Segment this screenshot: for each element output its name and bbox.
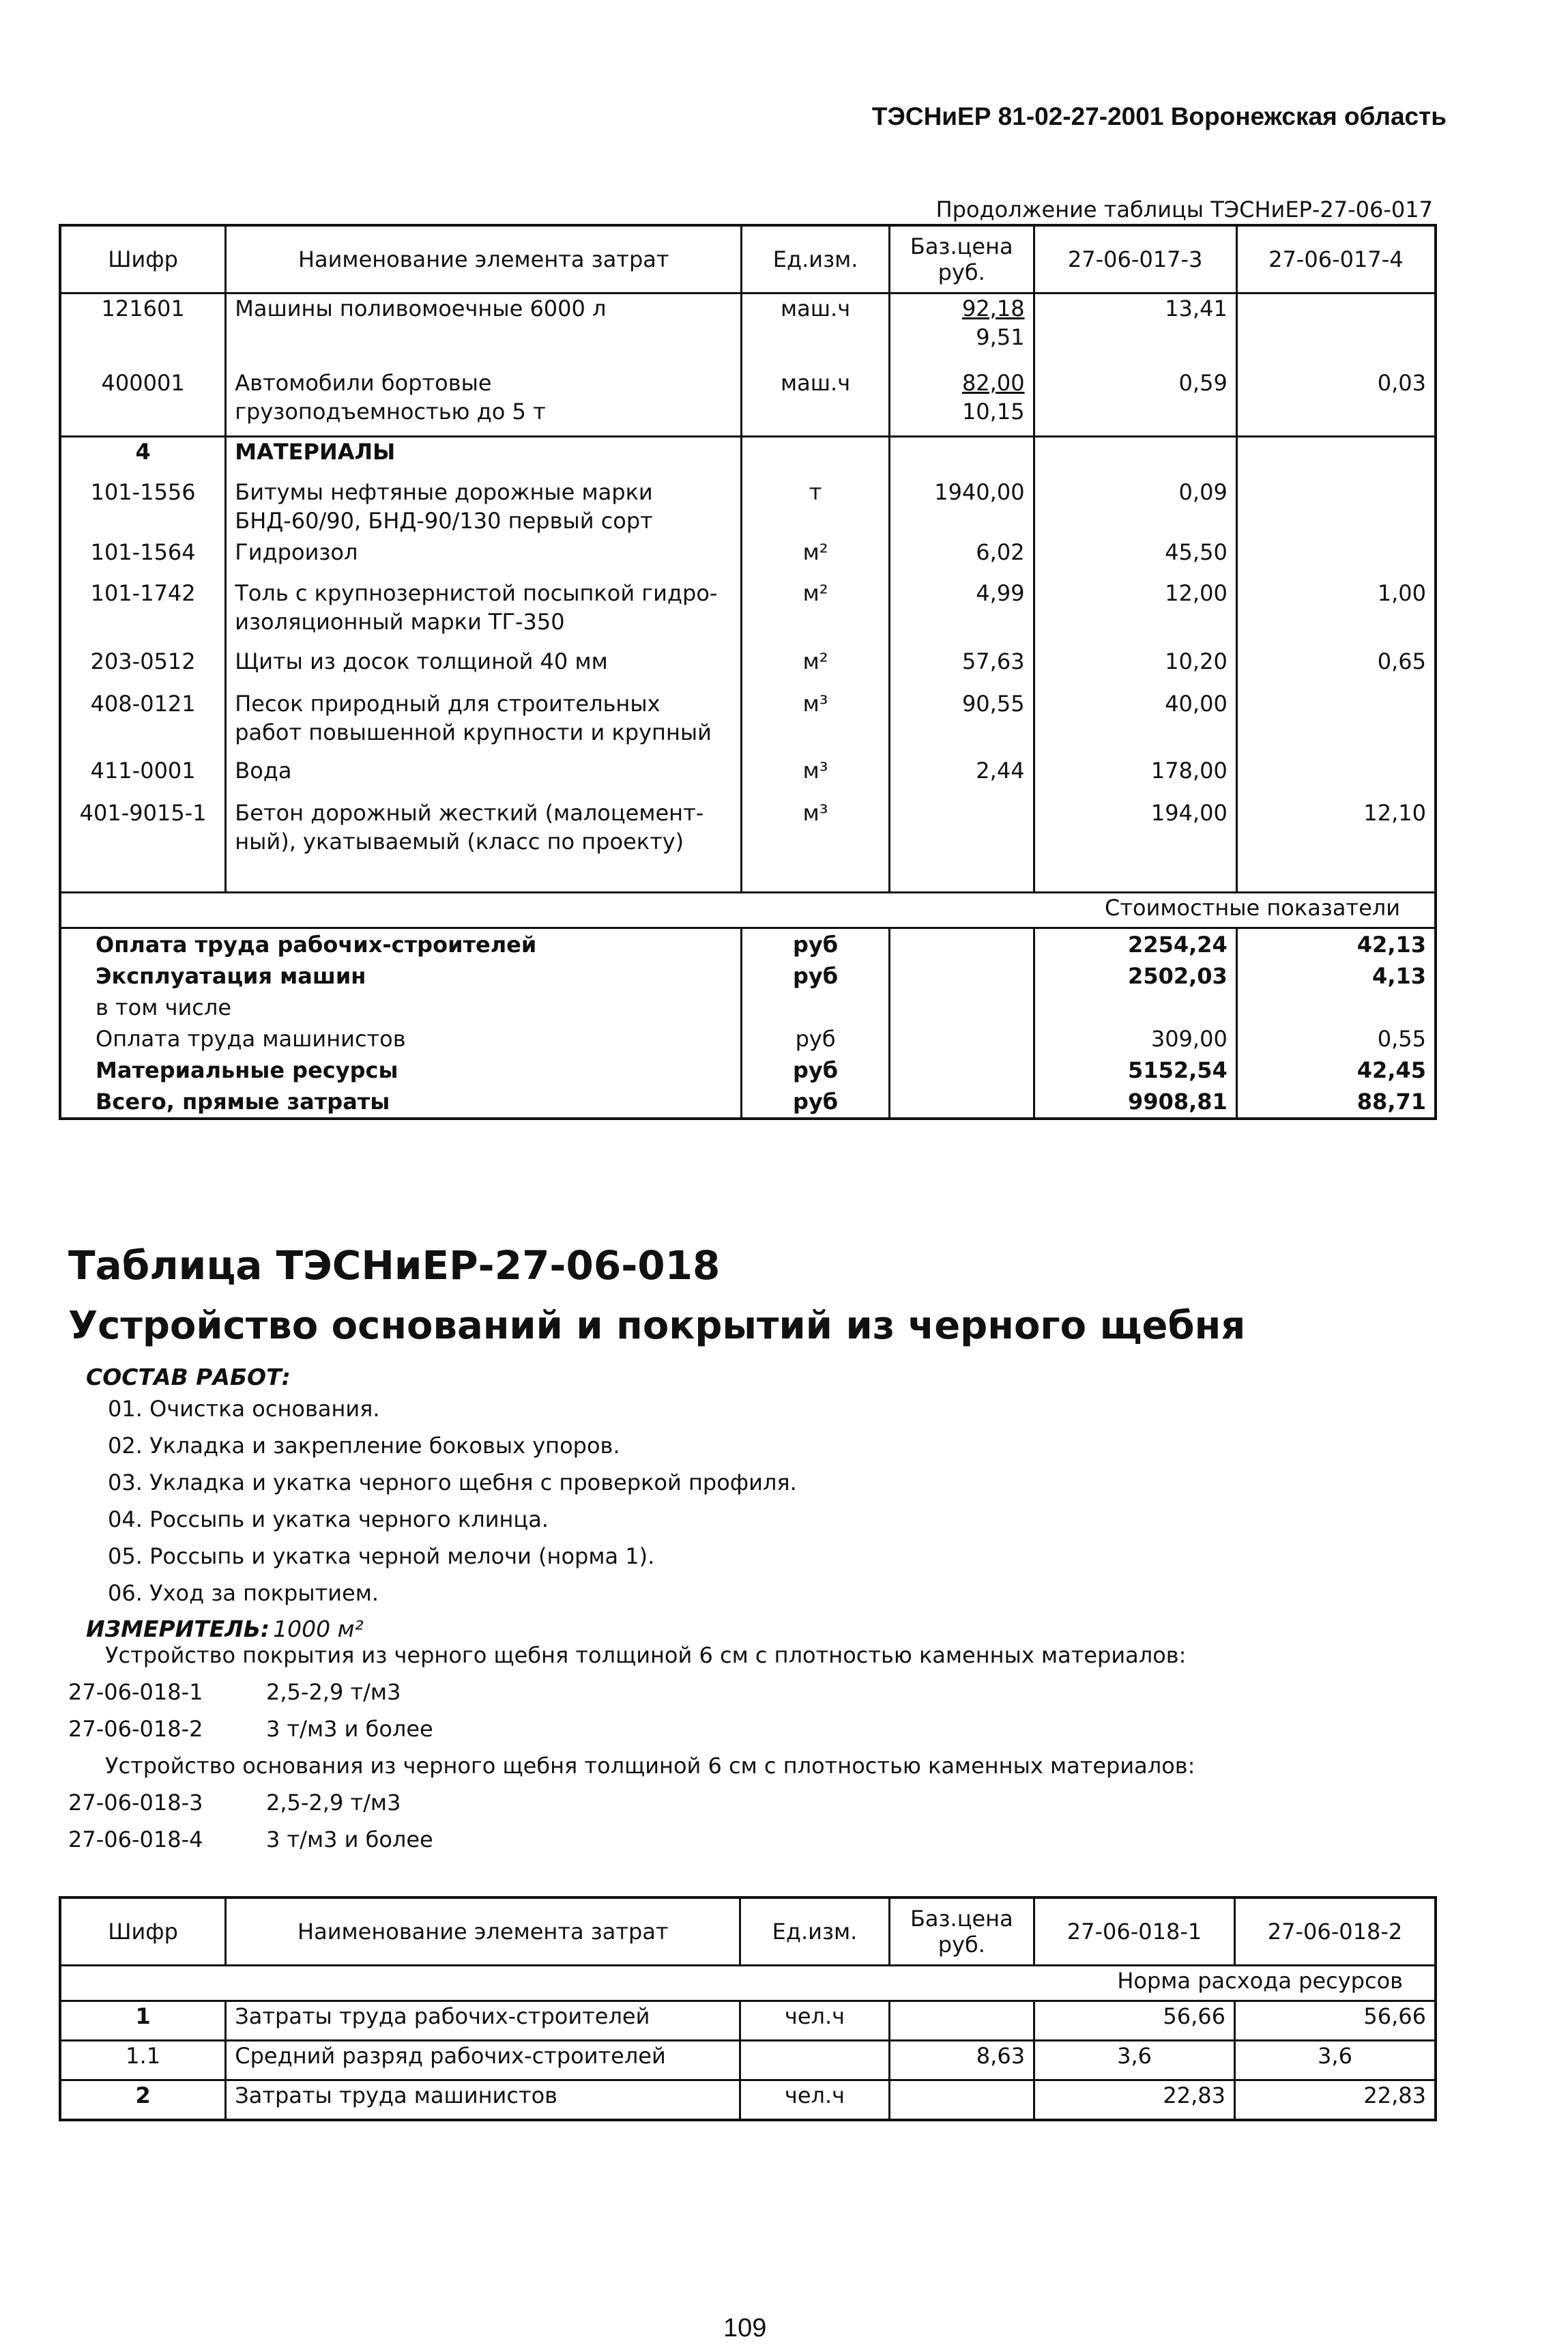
row-code: 121601 (60, 293, 226, 369)
row-name: Толь с крупнозернистой посыпкой гидро-изоляционный марки ТГ-350 (226, 579, 742, 647)
summary-value-a: 2502,03 (1034, 960, 1236, 992)
row-unit: маш.ч (742, 293, 890, 369)
table-row (60, 756, 1436, 799)
table-row (60, 538, 1436, 579)
list-item: 06. Уход за покрытием. (108, 1580, 379, 1606)
summary-unit: руб (742, 1055, 890, 1086)
variant-code: 27-06-018-1 (68, 1679, 203, 1705)
summary-unit: руб (742, 960, 890, 992)
group-description: Устройство покрытия из черного щебня толщиной 6 см с плотностью каменных материалов: (105, 1642, 1187, 1668)
row-name: Автомобили бортовые грузоподъемностью до 5 т (226, 369, 742, 437)
variant-text: 2,5-2,9 т/м3 (266, 1679, 401, 1705)
row-name: Гидроизол (226, 538, 742, 579)
row-value-a: 194,00 (1034, 799, 1236, 893)
table-title: Таблица ТЭСНиЕР-27-06-018 (68, 1242, 721, 1289)
row-value-b (1236, 293, 1436, 369)
row-price (889, 2001, 1034, 2041)
norm-header: Норма расхода ресурсов (1117, 1968, 1403, 1994)
variant-text: 3 т/м3 и более (266, 1826, 433, 1852)
row-value-a: 10,20 (1034, 647, 1236, 689)
row-unit: м³ (742, 799, 890, 893)
row-code: 400001 (60, 369, 226, 437)
row-unit: т (742, 478, 890, 538)
summary-unit: руб (742, 928, 890, 961)
row-unit: м³ (742, 756, 890, 799)
row-unit: м² (742, 538, 890, 579)
row-value-b: 1,00 (1377, 579, 1426, 606)
summary-name: Оплата труда рабочих-строителей (60, 928, 742, 961)
row-name: Вода (226, 756, 742, 799)
table-row (60, 579, 1436, 647)
price-value: 92,18 (961, 296, 1025, 321)
section-name: МАТЕРИАЛЫ (226, 437, 742, 478)
col-header-code: Шифр (60, 225, 226, 293)
row-value-a: 0,59 (1034, 369, 1236, 437)
row-code: 411-0001 (60, 756, 226, 799)
summary-value-b: 42,45 (1356, 1057, 1426, 1083)
document-header: ТЭСНиЕР 81-02-27-2001 Воронежская область (871, 102, 1447, 130)
row-name: Песок природный для строительных работ повышенной крупности и крупный (226, 689, 742, 756)
row-value-a: 22,83 (1034, 2080, 1235, 2120)
price-secondary: 9,51 (976, 324, 1025, 350)
col-header-norm-a: 27-06-017-3 (1034, 225, 1236, 293)
row-price: 8,63 (889, 2041, 1034, 2080)
row-unit: м² (742, 647, 890, 689)
summary-value-b: 88,71 (1356, 1089, 1426, 1115)
row-name: Щиты из досок толщиной 40 мм (226, 647, 742, 689)
row-value-a: 0,09 (1034, 478, 1236, 538)
summary-value-a: 9908,81 (1034, 1086, 1236, 1119)
row-value-b: 0,03 (1377, 369, 1426, 396)
summary-row (60, 992, 1436, 1023)
row-value-b: 22,83 (1363, 2082, 1426, 2108)
norm-header-row (60, 1966, 1436, 2001)
row-unit: м² (742, 579, 890, 647)
row-value-b: 12,10 (1363, 799, 1426, 826)
row-value-b (1236, 538, 1436, 579)
row-price (889, 2080, 1034, 2120)
variant-row (68, 1784, 1433, 1821)
row-price: 4,99 (889, 579, 1034, 647)
table-row (60, 293, 1436, 369)
row-value-a: 45,50 (1034, 538, 1236, 579)
table-row (60, 2041, 1436, 2080)
row-value-a: 13,41 (1034, 293, 1236, 369)
row-unit: маш.ч (742, 369, 890, 437)
variant-row (68, 1710, 1433, 1747)
table-continuation-caption: Продолжение таблицы ТЭСНиЕР-27-06-017 (935, 197, 1433, 223)
row-name: Машины поливомоечные 6000 л (226, 293, 742, 369)
summary-value-a: 2254,24 (1034, 928, 1236, 961)
list-item: 04. Россыпь и укатка черного клинца. (108, 1506, 549, 1532)
row-value-a: 40,00 (1034, 689, 1236, 756)
section-row (60, 437, 1436, 478)
row-name: Затраты труда машинистов (226, 2080, 740, 2120)
variant-code: 27-06-018-4 (68, 1826, 203, 1852)
col-header-norm-b: 27-06-018-2 (1267, 1919, 1403, 1945)
table-row (60, 647, 1436, 689)
row-price: 2,44 (889, 756, 1034, 799)
summary-row (60, 960, 1436, 992)
col-header-name: Наименование элемента затрат (226, 1897, 740, 1966)
row-value-a: 56,66 (1034, 2001, 1235, 2041)
table-subtitle: Устройство оснований и покрытий из черного щебня (68, 1304, 1246, 1348)
summary-value-b: 4,13 (1372, 963, 1426, 989)
section-code: 4 (60, 437, 226, 478)
row-price (889, 799, 1034, 893)
summary-name: Всего, прямые затраты (60, 1086, 742, 1119)
page-number: 109 (723, 2314, 767, 2342)
row-price (889, 293, 1034, 369)
summary-row (60, 1086, 1436, 1119)
summary-value-a: 5152,54 (1034, 1055, 1236, 1086)
work-composition (86, 1364, 1382, 1642)
row-value-b: 56,66 (1363, 2003, 1426, 2029)
row-value-b (1236, 478, 1436, 538)
row-name: Средний разряд рабочих-строителей (226, 2041, 740, 2080)
table-row (60, 478, 1436, 538)
row-code: 101-1742 (60, 579, 226, 647)
variant-code: 27-06-018-2 (68, 1716, 203, 1742)
row-price: 57,63 (889, 647, 1034, 689)
row-name: Затраты труда рабочих-строителей (226, 2001, 740, 2041)
col-header-price: Баз.цена руб. (889, 1897, 1034, 1966)
row-value-b (1236, 756, 1436, 799)
table-row (60, 369, 1436, 437)
col-header-code: Шифр (60, 1897, 226, 1966)
summary-name: Оплата труда машинистов (60, 1023, 742, 1055)
table-row (60, 2080, 1436, 2120)
variant-row (68, 1821, 1433, 1858)
summary-value-b: 0,55 (1377, 1026, 1426, 1052)
summary-row (60, 928, 1436, 961)
col-header-norm-a: 27-06-018-1 (1034, 1897, 1235, 1966)
col-header-price: Баз.цена руб. (889, 225, 1034, 293)
row-value-a: 3,6 (1034, 2041, 1235, 2080)
variant-code: 27-06-018-3 (68, 1790, 203, 1816)
variants (68, 1637, 1433, 1858)
work-label: СОСТАВ РАБОТ: (86, 1364, 291, 1390)
row-unit: чел.ч (740, 2001, 889, 2041)
row-price: 1940,00 (889, 478, 1034, 538)
summary-row (60, 1023, 1436, 1055)
table-row (60, 799, 1436, 893)
cost-header: Стоимостные показатели (1105, 895, 1400, 921)
summary-name: Эксплуатация машин (60, 960, 742, 992)
row-value-a: 178,00 (1034, 756, 1236, 799)
col-header-name: Наименование элемента затрат (226, 225, 742, 293)
summary-value-a: 309,00 (1034, 1023, 1236, 1055)
row-unit (740, 2041, 889, 2080)
col-header-norm-b: 27-06-017-4 (1268, 246, 1404, 272)
variant-text: 3 т/м3 и более (266, 1716, 433, 1742)
variant-text: 2,5-2,9 т/м3 (266, 1790, 401, 1816)
row-code: 203-0512 (60, 647, 226, 689)
row-code: 2 (60, 2080, 226, 2120)
summary-unit: руб (742, 1086, 890, 1119)
row-value-b (1236, 689, 1436, 756)
resource-table-018 (59, 1896, 1437, 2121)
table-row (60, 689, 1436, 756)
summary-name: в том числе (60, 992, 742, 1023)
row-unit: чел.ч (740, 2080, 889, 2120)
list-item: 02. Укладка и закрепление боковых упоров. (108, 1433, 620, 1459)
row-code: 401-9015-1 (60, 799, 226, 893)
col-header-unit: Ед.изм. (740, 1897, 889, 1966)
col-header-unit: Ед.изм. (742, 225, 890, 293)
row-value-b: 3,6 (1318, 2043, 1352, 2069)
row-price: 6,02 (889, 538, 1034, 579)
row-value-b: 0,65 (1377, 648, 1426, 674)
row-code: 101-1556 (60, 478, 226, 538)
list-item: 01. Очистка основания. (108, 1396, 380, 1422)
list-item: 03. Укладка и укатка черного щебня с проверкой профиля. (108, 1470, 797, 1495)
variant-row (68, 1674, 1433, 1710)
row-code: 1 (60, 2001, 226, 2041)
row-code: 408-0121 (60, 689, 226, 756)
table-row (60, 2001, 1436, 2041)
group-description: Устройство основания из черного щебня толщиной 6 см с плотностью каменных материалов: (105, 1753, 1195, 1779)
price-value: 82,00 (961, 369, 1025, 396)
row-price (889, 369, 1034, 437)
work-list (86, 1390, 1382, 1611)
summary-value-b: 42,13 (1356, 932, 1426, 958)
list-item: 05. Россыпь и укатка черной мелочи (норма 1). (108, 1543, 655, 1569)
summary-unit: руб (742, 1023, 890, 1055)
row-value-a: 12,00 (1034, 579, 1236, 647)
row-code: 101-1564 (60, 538, 226, 579)
summary-name: Материальные ресурсы (60, 1055, 742, 1086)
resource-table-017 (59, 224, 1437, 1120)
cost-header-row (60, 893, 1436, 928)
measure-label-text: ИЗМЕРИТЕЛЬ: (86, 1616, 270, 1642)
row-name: Битумы нефтяные дорожные марки БНД-60/90, БНД-90/130 первый сорт (226, 478, 742, 538)
row-code: 1.1 (60, 2041, 226, 2080)
row-unit: м³ (742, 689, 890, 756)
price-secondary: 10,15 (961, 398, 1025, 425)
summary-row (60, 1055, 1436, 1086)
row-name: Бетон дорожный жесткий (малоцемент-ный), укатываемый (класс по проекту) (226, 799, 742, 893)
measure-value: 1000 м² (273, 1616, 364, 1642)
row-price: 90,55 (889, 689, 1034, 756)
